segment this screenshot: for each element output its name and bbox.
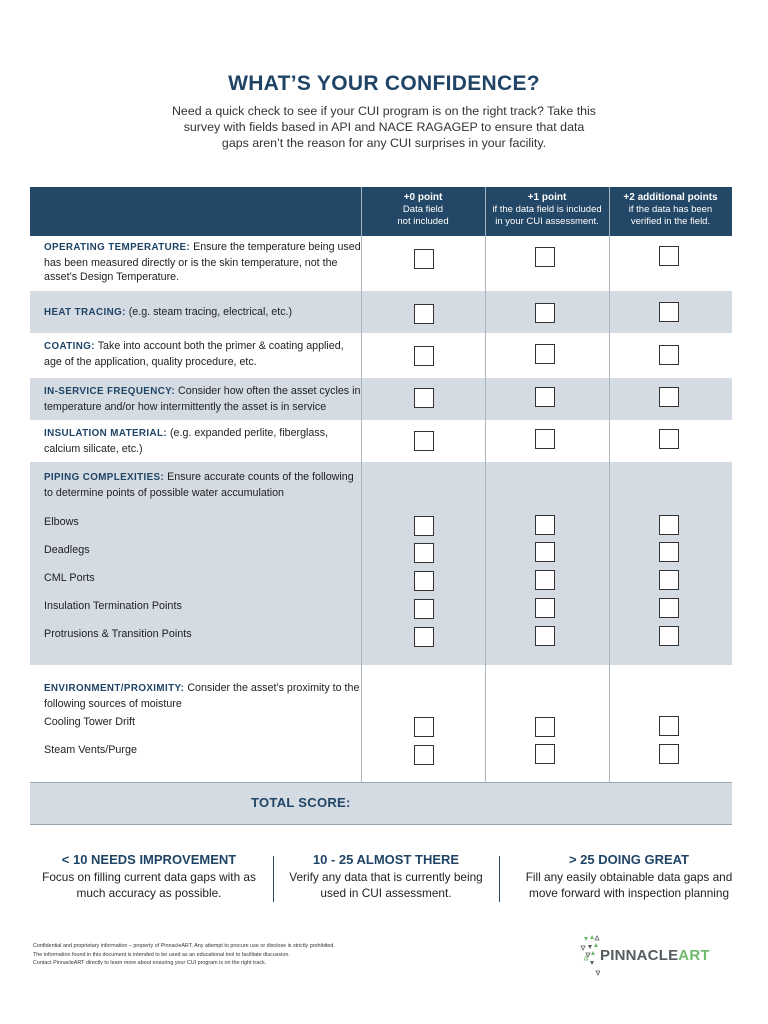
checkbox[interactable]	[414, 745, 434, 765]
column-divider	[361, 187, 362, 782]
logo-mark-icon	[578, 935, 600, 979]
column-divider	[485, 187, 486, 782]
checkbox[interactable]	[659, 598, 679, 618]
checkbox[interactable]	[535, 429, 555, 449]
checkbox[interactable]	[659, 570, 679, 590]
row-operating-temperature	[30, 236, 732, 291]
checkbox[interactable]	[659, 246, 679, 266]
header-col-0-points: +0 point Data field not included	[397, 192, 449, 227]
checkbox[interactable]	[535, 744, 555, 764]
header-col-2-points: +2 additional points if the data has been verified in the field.	[623, 192, 718, 227]
checkbox[interactable]	[659, 302, 679, 322]
divider	[499, 856, 500, 902]
sub-item-protrusions: Protrusions & Transition Points	[44, 628, 192, 640]
score-almost-there: 10 - 25 ALMOST THERE Verify any data that is currently being used in CUI assessment.	[289, 852, 483, 900]
checkbox[interactable]	[659, 515, 679, 535]
total-score-row	[30, 782, 732, 825]
sub-item-steam-vents: Steam Vents/Purge	[44, 744, 138, 756]
row-text: OPERATING TEMPERATURE: Ensure the temperature being used has been measured directly or is the skin temperature, not the asset’s Design Temperature.	[44, 241, 361, 283]
table-header	[30, 187, 732, 236]
logo-text: PINNACLEART	[600, 947, 710, 964]
row-text: HEAT TRACING: (e.g. steam tracing, electrical, etc.)	[44, 306, 293, 318]
row-coating	[30, 333, 732, 378]
checkbox[interactable]	[414, 346, 434, 366]
row-text: INSULATION MATERIAL: (e.g. expanded perlite, fiberglass, calcium silicate, etc.)	[44, 427, 329, 455]
total-score-label: TOTAL SCORE:	[251, 795, 351, 810]
checkbox[interactable]	[535, 542, 555, 562]
sub-item-cml-ports: CML Ports	[44, 572, 95, 584]
checkbox[interactable]	[535, 247, 555, 267]
row-in-service-frequency	[30, 378, 732, 420]
checkbox[interactable]	[414, 717, 434, 737]
checkbox[interactable]	[414, 627, 434, 647]
checkbox[interactable]	[659, 429, 679, 449]
sub-item-elbows: Elbows	[44, 516, 79, 528]
survey-table	[30, 187, 732, 823]
row-text: IN-SERVICE FREQUENCY: Consider how often the asset cycles in temperature and/or how intermittently the asset is in service	[44, 385, 361, 413]
checkbox[interactable]	[414, 249, 434, 269]
row-text: ENVIRONMENT/PROXIMITY: Consider the asset’s proximity to the following sources of moisture	[44, 682, 360, 710]
checkbox[interactable]	[414, 388, 434, 408]
sub-item-insulation-termination: Insulation Termination Points	[44, 600, 182, 612]
sub-item-cooling-tower-drift: Cooling Tower Drift	[44, 716, 136, 728]
checkbox[interactable]	[535, 344, 555, 364]
checkbox[interactable]	[659, 626, 679, 646]
checkbox[interactable]	[414, 599, 434, 619]
score-needs-improvement: < 10 NEEDS IMPROVEMENT Focus on filling current data gaps with as much accuracy as possible.	[42, 852, 256, 900]
checkbox[interactable]	[659, 542, 679, 562]
row-piping-complexities	[30, 462, 732, 665]
header-col-1-point: +1 point if the data field is included in your CUI assessment.	[492, 192, 602, 227]
row-insulation-material	[30, 420, 732, 462]
checkbox[interactable]	[414, 431, 434, 451]
footer-disclaimer: Confidential and proprietary information – property of PinnacleART. Any attempt to procure use or disclose is strictly prohibited. The information found in this document is intended to be used as an educational tool to facilitate discussion. Contact PinnacleART directly to learn more about ensuring your CUI program is on the right track.	[33, 943, 335, 966]
checkbox[interactable]	[535, 515, 555, 535]
column-divider	[609, 187, 610, 782]
checkbox[interactable]	[414, 304, 434, 324]
divider	[273, 856, 274, 902]
checkbox[interactable]	[535, 717, 555, 737]
checkbox[interactable]	[535, 626, 555, 646]
row-environment-proximity	[30, 665, 732, 782]
row-heat-tracing	[30, 291, 732, 333]
page-title: WHAT’S YOUR CONFIDENCE?	[228, 72, 540, 95]
sub-item-deadlegs: Deadlegs	[44, 544, 90, 556]
checkbox[interactable]	[535, 387, 555, 407]
row-text: PIPING COMPLEXITIES: Ensure accurate counts of the following to determine points of possible water accumulation	[44, 471, 354, 499]
score-doing-great: > 25 DOING GREAT Fill any easily obtainable data gaps and move forward with inspection planning	[525, 852, 733, 900]
checkbox[interactable]	[535, 570, 555, 590]
row-text: COATING: Take into account both the primer & coating applied, age of the application, quality procedure, etc.	[44, 340, 344, 368]
intro-text: Need a quick check to see if your CUI program is on the right track? Take this survey with fields based in API and NACE RAGAGEP to ensure that data gaps aren’t the reason for any CUI surprises in your facility.	[171, 104, 596, 150]
checkbox[interactable]	[659, 387, 679, 407]
checkbox[interactable]	[659, 345, 679, 365]
checkbox[interactable]	[535, 598, 555, 618]
checkbox[interactable]	[414, 516, 434, 536]
checkbox[interactable]	[414, 571, 434, 591]
checkbox[interactable]	[414, 543, 434, 563]
pinnacleart-logo	[578, 935, 728, 979]
checkbox[interactable]	[659, 716, 679, 736]
checkbox[interactable]	[659, 744, 679, 764]
checkbox[interactable]	[535, 303, 555, 323]
